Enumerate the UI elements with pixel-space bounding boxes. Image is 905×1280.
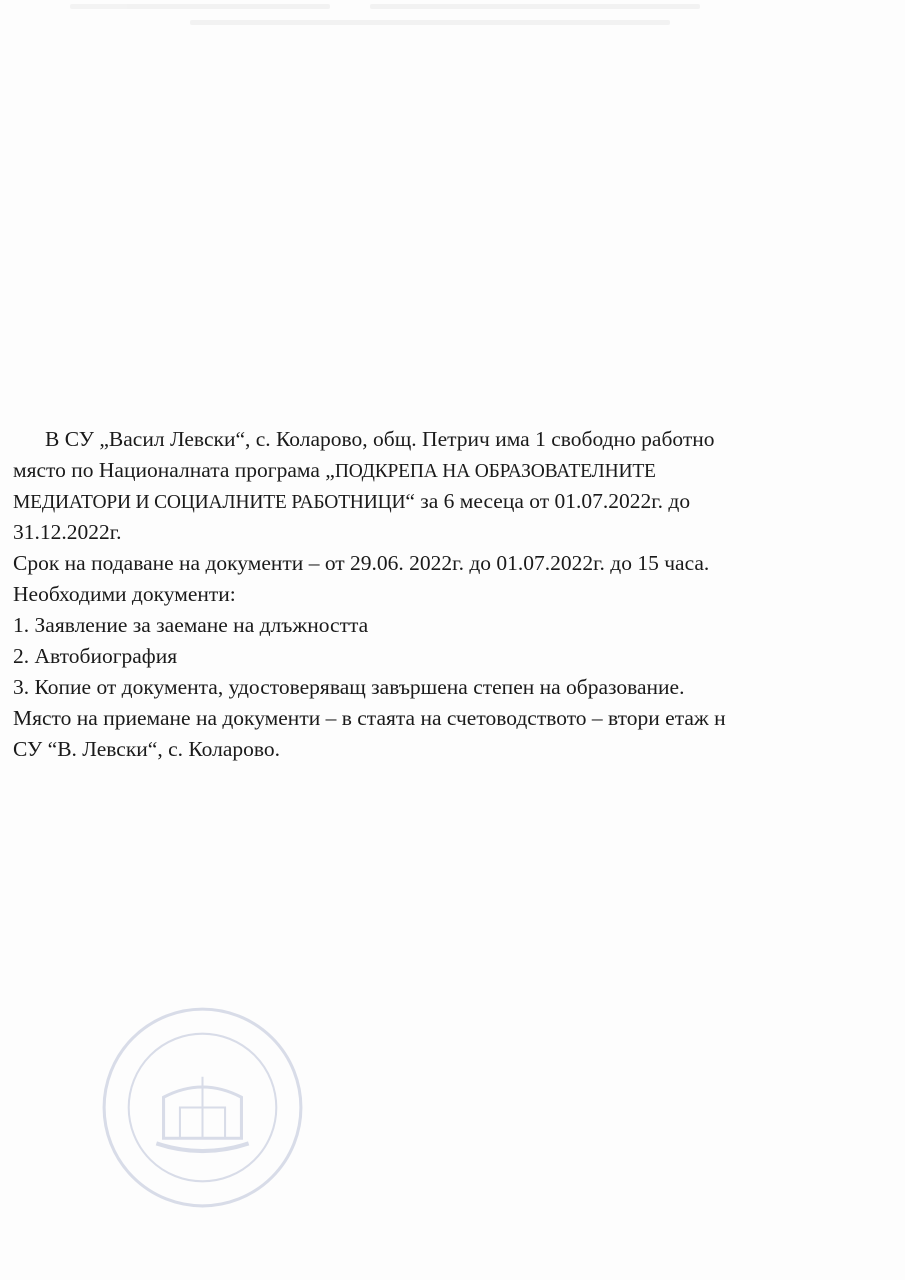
notice-line-2 bbox=[13, 455, 898, 486]
notice-line-3 bbox=[13, 486, 898, 517]
notice-line-1: В СУ „Васил Левски“, с. Коларово, общ. Петрич има 1 свободно работно bbox=[45, 427, 715, 451]
notice-line-4: 31.12.2022г. bbox=[13, 520, 122, 544]
notice-text bbox=[13, 424, 898, 765]
required-documents-heading: Необходими документи: bbox=[13, 582, 236, 606]
place-line-2: СУ “В. Левски“, с. Коларово. bbox=[13, 737, 281, 761]
program-intro: място по Националната програма „ bbox=[13, 458, 335, 482]
place-line-1: Място на приемане на документи – в стаята на счетоводството – втори етаж н bbox=[13, 706, 726, 730]
deadline-line: Срок на подаване на документи – от 29.06. 2022г. до 01.07.2022г. до 15 часа. bbox=[13, 551, 710, 575]
faded-letterhead bbox=[70, 0, 770, 34]
program-name-part-2: МЕДИАТОРИ И СОЦИАЛНИТЕ РАБОТНИЦИ bbox=[13, 492, 406, 513]
document-item-3: 3. Копие от документа, удостоверяващ завършена степен на образование. bbox=[13, 675, 685, 699]
school-seal-stamp-icon bbox=[100, 1005, 305, 1210]
program-period: “ за 6 месеца от 01.07.2022г. до bbox=[405, 489, 691, 513]
document-item-2: 2. Автобиография bbox=[13, 644, 178, 668]
document-item-1: 1. Заявление за заемане на длъжността bbox=[13, 613, 369, 637]
program-name-part-1: ПОДКРЕПА НА ОБРАЗОВАТЕЛНИТЕ bbox=[334, 461, 656, 482]
